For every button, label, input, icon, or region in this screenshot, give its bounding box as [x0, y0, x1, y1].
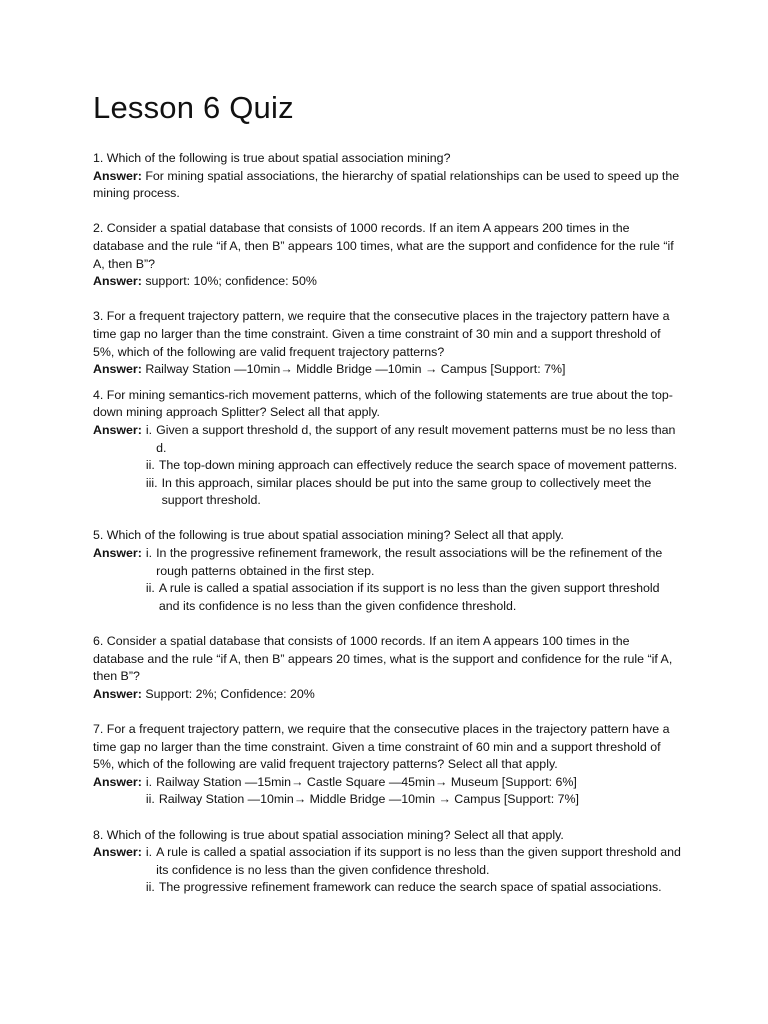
answer-item-text: Railway Station —10min→ Middle Bridge —10min → Campus [Support: 7%]	[158, 792, 579, 807]
answer-label: Answer:	[93, 546, 142, 561]
question-4-text: 4. For mining semantics-rich movement patterns, which of the following statements are true about the top-down mining approach Splitter? Select all that apply.	[93, 387, 673, 420]
answer-item-number: i.	[145, 546, 153, 561]
question-2	[93, 220, 683, 290]
question-8	[93, 827, 683, 897]
answer-item-text: In the progressive refinement framework, the result associations will be the refinement of the rough patterns obtained in the first step.	[156, 546, 663, 578]
answer-label: Answer:	[93, 845, 142, 860]
answer-label: Answer:	[93, 362, 142, 377]
answer-item	[146, 879, 683, 897]
question-5-answer	[93, 545, 683, 615]
answer-item-text: Given a support threshold d, the support of any result movement patterns must be no less than d.	[156, 422, 676, 455]
answer-text: Support: 2%; Confidence: 20%	[145, 686, 315, 701]
question-6-answer	[93, 686, 683, 704]
answer-item	[146, 791, 683, 809]
question-3-text: 3. For a frequent trajectory pattern, we require that the consecutive places in the trajectory pattern have a time gap no larger than the time constraint. Given a time constraint of 30 min and a support threshold of 5%, which of the following are valid frequent trajectory patterns?	[93, 309, 670, 359]
question-1-answer	[93, 168, 683, 203]
answer-label: Answer:	[93, 686, 142, 701]
answer-item-text: In this approach, similar places should be put into the same group to collectively meet the support threshold.	[161, 475, 652, 508]
answer-item-number: ii.	[145, 880, 155, 895]
question-1	[93, 150, 683, 203]
answer-label: Answer:	[93, 274, 142, 289]
answer-item-text: A rule is called a spatial association if its support is no less than the given support threshold and its confidence is no less than the given confidence threshold.	[158, 581, 660, 613]
question-6	[93, 633, 683, 703]
quiz-document	[93, 88, 683, 897]
question-7-text: 7. For a frequent trajectory pattern, we require that the consecutive places in the trajectory pattern have a time gap no larger than the time constraint. Given a time constraint of 60 min and a support threshold of 5%, which of the following are valid frequent trajectory patterns? Select all that apply.	[93, 722, 670, 772]
question-2-answer	[93, 273, 683, 291]
answer-item	[146, 457, 683, 475]
question-7-answer	[93, 774, 683, 809]
answer-item	[146, 580, 683, 615]
question-2-text: 2. Consider a spatial database that consists of 1000 records. If an item A appears 200 times in the database and the rule “if A, then B” appears 100 times, what are the support and confidence for the rule “if A, then B”?	[93, 221, 674, 271]
page-title: Lesson 6 Quiz	[93, 90, 294, 125]
answer-item-number: ii.	[145, 581, 155, 596]
question-6-text: 6. Consider a spatial database that consists of 1000 records. If an item A appears 100 times in the database and the rule “if A, then B” appears 20 times, what is the support and confidence for the rule “if A, then B”?	[93, 634, 673, 684]
question-1-text: 1. Which of the following is true about spatial association mining?	[93, 151, 451, 165]
question-4	[93, 387, 683, 510]
answer-text: For mining spatial associations, the hierarchy of spatial relationships can be used to speed up the mining process.	[93, 168, 680, 201]
question-3-answer	[93, 361, 683, 379]
question-4-answer	[93, 422, 683, 510]
answer-text: Railway Station —10min→ Middle Bridge —10min → Campus [Support: 7%]	[145, 362, 566, 377]
answer-item	[146, 774, 683, 792]
answer-label: Answer:	[93, 774, 142, 789]
answer-item-number: i.	[145, 422, 153, 437]
answer-item-number: i.	[145, 774, 153, 789]
question-5-text: 5. Which of the following is true about spatial association mining? Select all that apply.	[93, 528, 564, 543]
answer-item-text: A rule is called a spatial association if its support is no less than the given support threshold and its confidence is no less than the given confidence threshold.	[156, 845, 681, 877]
answer-item	[146, 422, 683, 457]
question-7	[93, 721, 683, 809]
answer-item-text: The progressive refinement framework can reduce the search space of spatial associations.	[158, 880, 662, 895]
answer-item-text: Railway Station —15min→ Castle Square —45min→ Museum [Support: 6%]	[156, 774, 577, 789]
question-3	[93, 308, 683, 378]
answer-item-text: The top-down mining approach can effectively reduce the search space of movement patterns.	[158, 458, 678, 473]
answer-item-number: ii.	[145, 458, 155, 473]
answer-label: Answer:	[93, 168, 142, 183]
answer-item	[146, 844, 683, 879]
answer-item-number: ii.	[145, 792, 155, 807]
question-5	[93, 527, 683, 615]
answer-item-number: i.	[145, 845, 153, 860]
question-8-answer	[93, 844, 683, 897]
answer-label: Answer:	[93, 422, 142, 437]
answer-text: support: 10%; confidence: 50%	[145, 274, 317, 289]
answer-item	[146, 545, 683, 580]
answer-item	[146, 475, 683, 510]
question-8-text: 8. Which of the following is true about spatial association mining? Select all that apply.	[93, 827, 564, 842]
answer-item-number: iii.	[145, 475, 158, 490]
